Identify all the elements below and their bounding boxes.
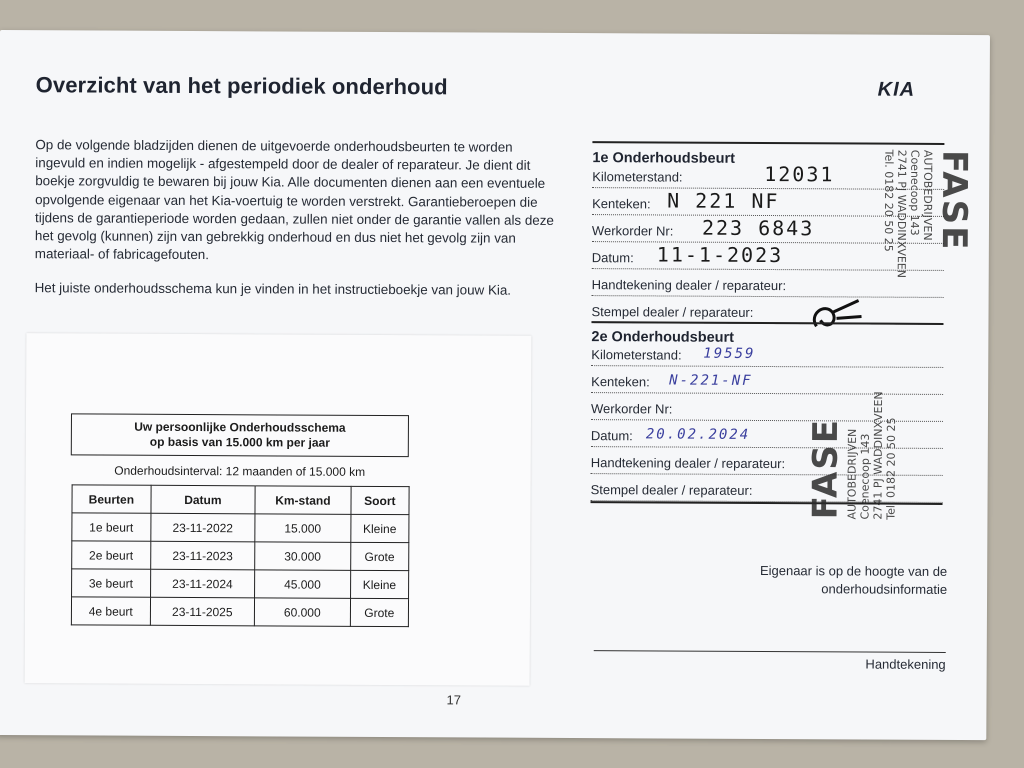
- kia-logo: KIA: [877, 78, 916, 101]
- header-cell: Km-stand: [255, 486, 351, 515]
- schedule-interval: Onderhoudsinterval: 12 maanden of 15.000 km: [114, 463, 366, 479]
- header-cell: Soort: [351, 486, 409, 514]
- header-cell: Beurten: [72, 485, 151, 513]
- stamp-line: Coenecoop 143: [858, 433, 872, 520]
- intro-paragraph-2: Het juiste onderhoudsschema kun je vinden in het instructieboekje van jouw Kia.: [34, 280, 512, 299]
- stamp-line: AUTOBEDRIJVEN: [845, 428, 859, 520]
- table-row: [72, 541, 409, 571]
- dealer-stamp-2: [805, 391, 898, 520]
- field-label: Datum:: [592, 250, 637, 265]
- dealer-stamp-1: [882, 150, 975, 279]
- schedule-title-line2: op basis van 15.000 km per jaar: [149, 434, 330, 450]
- field-label: Kilometerstand:: [592, 169, 685, 184]
- schedule-table: [71, 484, 410, 627]
- table-cell: 23-11-2022: [150, 513, 255, 542]
- field-label: Kilometerstand:: [591, 347, 684, 362]
- section-rule: [592, 141, 944, 145]
- owner-signature-line: [594, 650, 946, 653]
- table-cell: Kleine: [350, 514, 408, 542]
- header-cell: Datum: [151, 485, 256, 514]
- table-cell: 23-11-2024: [150, 569, 255, 598]
- field-label: Werkorder Nr:: [591, 401, 675, 416]
- handwritten-plate: N-221-NF: [669, 372, 753, 389]
- table-cell: Grote: [350, 598, 408, 626]
- field-label: Datum:: [591, 428, 636, 443]
- table-row: [72, 569, 409, 599]
- field-label: Kenteken:: [592, 196, 654, 211]
- stamp-line: 2741 PJ WADDINXVEEN: [894, 149, 909, 279]
- page-title: Overzicht van het periodiek onderhoud: [35, 72, 448, 100]
- schedule-sticker: [25, 333, 532, 686]
- schedule-title: [71, 413, 409, 457]
- service2-km-field: [591, 347, 943, 368]
- field-label: Werkorder Nr:: [592, 223, 676, 238]
- stamp-line: Tel. 0182 20 50 25: [881, 149, 896, 252]
- booklet-page: [0, 30, 990, 740]
- owner-signature-label: Handtekening: [865, 656, 946, 672]
- stamp-line: 2741 PJ WADDINXVEEN: [871, 391, 886, 520]
- table-cell: Grote: [350, 542, 408, 570]
- schedule-header-row: [72, 485, 409, 515]
- table-cell: 23-11-2025: [150, 597, 255, 626]
- intro-paragraph-1: Op de volgende bladzijden dienen de uitgevoerde onderhoudsbeurten te worden ingevuld en indien mogelijk - afgestempeld door de dealer of reparateur. Je dient dit boekje zorgvuldig te bewaren bij jouw Kia. Alle documenten dienen aan een eventuele opvolgende eigenaar van het Kia-voertuig te worden verstrekt. Garantieberoepen die tijdens de garantieperiode worden gedaan, zullen niet onder de garantie vallen als deze het gevolg (kunnen) zijn van gebrekkig onderhoud en dus niet het gevolg zijn van materiaal- of fabricagefouten.: [34, 137, 554, 263]
- table-cell: 60.000: [254, 598, 350, 627]
- handwritten-date: 11-1-2023: [656, 242, 784, 268]
- service2-title: 2e Onderhoudsbeurt: [591, 329, 735, 346]
- field-label: Stempel dealer / reparateur:: [591, 304, 756, 320]
- signature-scribble: [806, 296, 866, 336]
- owner-note: [697, 562, 947, 599]
- table-cell: 1e beurt: [72, 513, 151, 541]
- handwritten-plate: N 221 NF: [667, 188, 780, 214]
- stamp-brand: FASE: [933, 149, 975, 252]
- table-cell: Kleine: [350, 570, 408, 598]
- table-cell: 30.000: [255, 542, 351, 571]
- table-cell: 2e beurt: [72, 541, 151, 569]
- handwritten-km: 19559: [703, 345, 756, 362]
- stamp-brand: FASE: [805, 417, 846, 520]
- field-label: Handtekening dealer / reparateur:: [591, 455, 788, 471]
- field-label: Handtekening dealer / reparateur:: [592, 277, 789, 293]
- schedule-title-line1: Uw persoonlijke Onderhoudsschema: [134, 419, 346, 435]
- handwritten-order: 223 6843: [701, 215, 815, 241]
- handwritten-date: 20.02.2024: [645, 426, 751, 443]
- table-cell: 45.000: [255, 570, 351, 599]
- owner-note-line2: onderhoudsinformatie: [821, 581, 948, 597]
- page-number: 17: [446, 692, 462, 708]
- table-cell: 4e beurt: [71, 597, 150, 625]
- stamp-line: AUTOBEDRIJVEN: [920, 149, 935, 241]
- section-rule: [591, 321, 943, 325]
- table-cell: 23-11-2023: [150, 541, 255, 570]
- field-label: Stempel dealer / reparateur:: [591, 482, 756, 498]
- table-row: [72, 513, 409, 543]
- handwritten-km: 12031: [764, 162, 835, 187]
- table-row: [71, 597, 408, 627]
- field-label: Kenteken:: [591, 374, 653, 389]
- stamp-line: Coenecoop 143: [907, 149, 922, 236]
- owner-note-line1: Eigenaar is op de hoogte van de: [759, 562, 948, 579]
- intro-text: [35, 136, 556, 316]
- stamp-line: Tel. 0182 20 50 25: [884, 417, 898, 520]
- table-cell: 3e beurt: [72, 569, 151, 597]
- table-cell: 15.000: [255, 514, 351, 543]
- service1-sign-field: [592, 277, 944, 298]
- service1-title: 1e Onderhoudsbeurt: [592, 150, 735, 167]
